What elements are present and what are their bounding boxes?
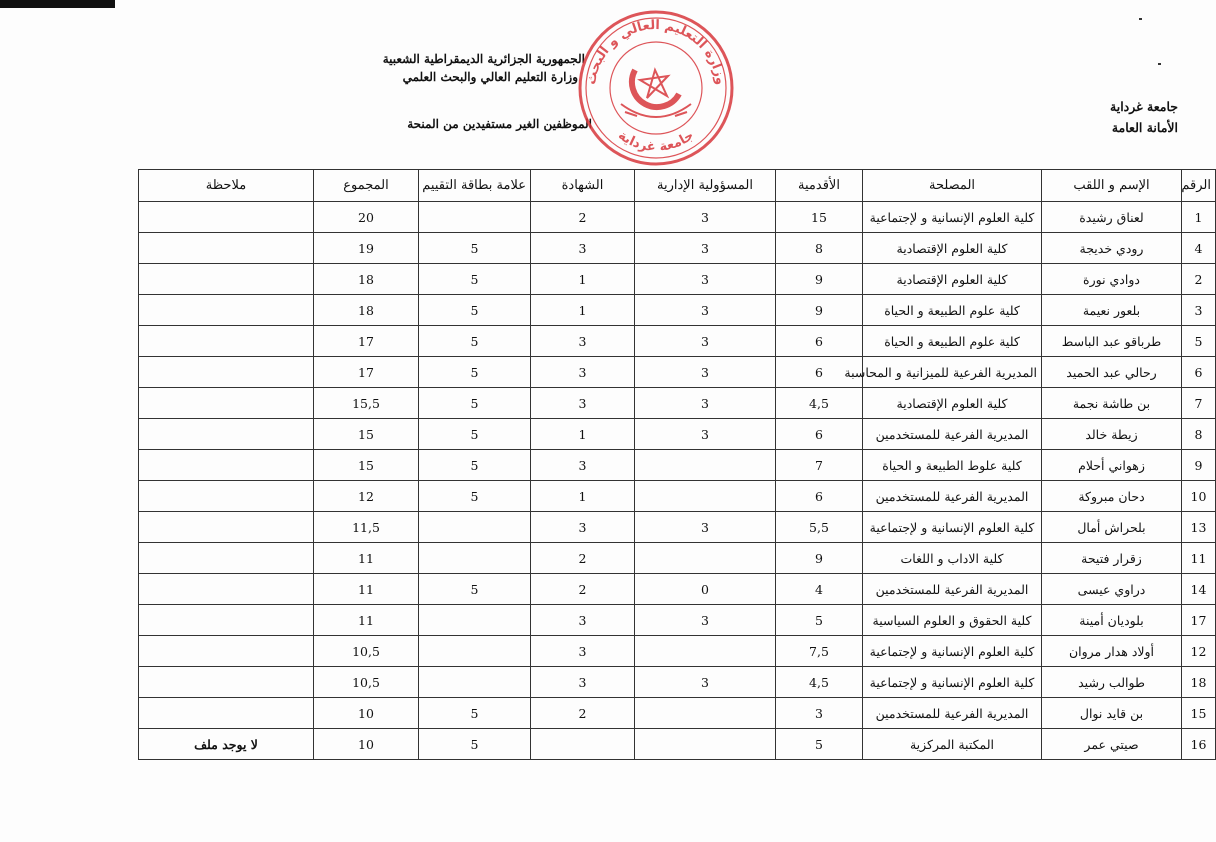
cell-admin-responsibility: [635, 543, 776, 574]
svg-text:جامعة غرداية: [615, 128, 697, 155]
table-row: [139, 667, 1216, 698]
cell-notes: [139, 295, 314, 326]
cell-number: 1: [1182, 202, 1216, 233]
cell-total: 11: [314, 543, 419, 574]
cell-admin-responsibility: 3: [635, 605, 776, 636]
cell-notes: [139, 605, 314, 636]
cell-notes: [139, 450, 314, 481]
cell-certificate: 3: [531, 450, 635, 481]
cell-seniority: 9: [776, 543, 863, 574]
cell-certificate: 2: [531, 202, 635, 233]
table-row: [139, 388, 1216, 419]
table-row: [139, 636, 1216, 667]
table-row: [139, 512, 1216, 543]
cell-evaluation-score: 5: [419, 698, 531, 729]
cell-notes: [139, 574, 314, 605]
secretariat-name: الأمانة العامة: [1111, 120, 1178, 135]
table-header-row: [139, 170, 1216, 202]
cell-department: المديرية الفرعية للمستخدمين: [863, 481, 1042, 512]
cell-full-name: زهواني أحلام: [1042, 450, 1182, 481]
table-row: [139, 357, 1216, 388]
table-row: [139, 419, 1216, 450]
cell-seniority: 6: [776, 419, 863, 450]
cell-total: 10: [314, 698, 419, 729]
cell-notes: [139, 233, 314, 264]
cell-evaluation-score: 5: [419, 295, 531, 326]
cell-notes: [139, 481, 314, 512]
cell-evaluation-score: [419, 605, 531, 636]
cell-department: كلية العلوم الإقتصادية: [863, 264, 1042, 295]
cell-certificate: 1: [531, 295, 635, 326]
cell-evaluation-score: [419, 543, 531, 574]
document-title: الموظفين الغير مستفيدين من المنحة: [407, 117, 592, 131]
scan-speck: [1158, 63, 1161, 65]
cell-certificate: 3: [531, 233, 635, 264]
cell-certificate: 2: [531, 574, 635, 605]
cell-seniority: 15: [776, 202, 863, 233]
cell-number: 8: [1182, 419, 1216, 450]
cell-notes: [139, 326, 314, 357]
seal-ring-bottom-text: جامعة غرداية: [615, 127, 697, 155]
cell-number: 12: [1182, 636, 1216, 667]
cell-full-name: دحان مبروكة: [1042, 481, 1182, 512]
cell-seniority: 3: [776, 698, 863, 729]
cell-department: كلية علوم الطبيعة و الحياة: [863, 295, 1042, 326]
header-seniority: الأقدمية: [776, 170, 863, 202]
cell-total: 18: [314, 264, 419, 295]
cell-evaluation-score: 5: [419, 574, 531, 605]
header-number: الرقم: [1182, 170, 1216, 202]
scan-corner-mark: [0, 0, 115, 8]
seal-ring-top-text: وزارة التعليم العالي و البحث: [584, 17, 728, 86]
cell-evaluation-score: 5: [419, 419, 531, 450]
cell-seniority: 6: [776, 326, 863, 357]
cell-full-name: رحالي عبد الحميد: [1042, 357, 1182, 388]
cell-total: 10: [314, 729, 419, 760]
cell-certificate: 3: [531, 605, 635, 636]
cell-full-name: بلعور نعيمة: [1042, 295, 1182, 326]
table-row: [139, 605, 1216, 636]
cell-department: كلية العلوم الإنسانية و لإجتماعية: [863, 202, 1042, 233]
cell-certificate: 3: [531, 667, 635, 698]
table-row: [139, 295, 1216, 326]
cell-number: 5: [1182, 326, 1216, 357]
cell-full-name: بلحراش أمال: [1042, 512, 1182, 543]
cell-admin-responsibility: 3: [635, 233, 776, 264]
cell-total: 20: [314, 202, 419, 233]
cell-total: 15,5: [314, 388, 419, 419]
cell-department: كلية الاداب و اللغات: [863, 543, 1042, 574]
cell-seniority: 9: [776, 295, 863, 326]
cell-certificate: 3: [531, 512, 635, 543]
cell-number: 10: [1182, 481, 1216, 512]
cell-certificate: 3: [531, 326, 635, 357]
cell-seniority: 9: [776, 264, 863, 295]
cell-admin-responsibility: 3: [635, 388, 776, 419]
cell-admin-responsibility: 3: [635, 667, 776, 698]
table-row: [139, 202, 1216, 233]
cell-number: 2: [1182, 264, 1216, 295]
cell-full-name: زيطة خالد: [1042, 419, 1182, 450]
cell-number: 9: [1182, 450, 1216, 481]
cell-certificate: 2: [531, 543, 635, 574]
cell-evaluation-score: 5: [419, 729, 531, 760]
table-row: [139, 574, 1216, 605]
cell-admin-responsibility: [635, 729, 776, 760]
cell-seniority: 8: [776, 233, 863, 264]
cell-admin-responsibility: 3: [635, 202, 776, 233]
cell-full-name: طوالب رشيد: [1042, 667, 1182, 698]
cell-full-name: طرباقو عبد الباسط: [1042, 326, 1182, 357]
cell-full-name: أولاد هدار مروان: [1042, 636, 1182, 667]
cell-total: 10,5: [314, 636, 419, 667]
cell-seniority: 5,5: [776, 512, 863, 543]
cell-admin-responsibility: [635, 481, 776, 512]
university-name: جامعة غرداية: [1110, 99, 1178, 114]
cell-seniority: 4,5: [776, 667, 863, 698]
cell-department: المكتبة المركزية: [863, 729, 1042, 760]
cell-notes: [139, 667, 314, 698]
cell-department: كلية العلوم الإقتصادية: [863, 233, 1042, 264]
table-row: [139, 450, 1216, 481]
cell-admin-responsibility: [635, 450, 776, 481]
cell-certificate: 1: [531, 481, 635, 512]
header-department: المصلحة: [863, 170, 1042, 202]
header-admin-responsibility: المسؤولية الإدارية: [635, 170, 776, 202]
cell-seniority: 4: [776, 574, 863, 605]
cell-full-name: لعناق رشيدة: [1042, 202, 1182, 233]
cell-full-name: دراوي عيسى: [1042, 574, 1182, 605]
cell-department: المديرية الفرعية للمستخدمين: [863, 419, 1042, 450]
cell-evaluation-score: 5: [419, 264, 531, 295]
cell-notes: [139, 419, 314, 450]
cell-number: 4: [1182, 233, 1216, 264]
cell-admin-responsibility: 3: [635, 357, 776, 388]
cell-evaluation-score: 5: [419, 233, 531, 264]
cell-admin-responsibility: 3: [635, 326, 776, 357]
cell-seniority: 4,5: [776, 388, 863, 419]
cell-evaluation-score: 5: [419, 450, 531, 481]
header-notes: ملاحظة: [139, 170, 314, 202]
cell-number: 16: [1182, 729, 1216, 760]
cell-evaluation-score: [419, 202, 531, 233]
cell-full-name: بن طاشة نجمة: [1042, 388, 1182, 419]
cell-notes: [139, 264, 314, 295]
cell-notes: [139, 636, 314, 667]
cell-admin-responsibility: 3: [635, 264, 776, 295]
cell-department: كلية العلوم الإقتصادية: [863, 388, 1042, 419]
cell-evaluation-score: 5: [419, 326, 531, 357]
ministry-heading: وزارة التعليم العالي والبحث العلمي: [402, 70, 578, 84]
table-row: [139, 543, 1216, 574]
cell-department: كلية علوط الطبيعة و الحياة: [863, 450, 1042, 481]
cell-evaluation-score: [419, 512, 531, 543]
cell-certificate: 3: [531, 388, 635, 419]
cell-notes: [139, 543, 314, 574]
cell-full-name: بن قايد نوال: [1042, 698, 1182, 729]
header-certificate: الشهادة: [531, 170, 635, 202]
cell-admin-responsibility: 3: [635, 512, 776, 543]
cell-notes: لا يوجد ملف: [139, 729, 314, 760]
cell-evaluation-score: [419, 636, 531, 667]
cell-total: 18: [314, 295, 419, 326]
cell-admin-responsibility: 3: [635, 419, 776, 450]
staff-table: [138, 169, 1216, 760]
cell-department: المديرية الفرعية للميزانية و المحاسبة: [863, 357, 1042, 388]
cell-admin-responsibility: [635, 636, 776, 667]
header-full-name: الإسم و اللقب: [1042, 170, 1182, 202]
cell-number: 3: [1182, 295, 1216, 326]
table-row: [139, 481, 1216, 512]
svg-text:وزارة التعليم العالي و البحث: [584, 18, 728, 86]
cell-evaluation-score: [419, 667, 531, 698]
cell-full-name: بلوديان أمينة: [1042, 605, 1182, 636]
cell-department: كلية الحقوق و العلوم السياسية: [863, 605, 1042, 636]
cell-number: 11: [1182, 543, 1216, 574]
table-row: [139, 326, 1216, 357]
cell-total: 11: [314, 574, 419, 605]
table-row: [139, 264, 1216, 295]
cell-department: المديرية الفرعية للمستخدمين: [863, 574, 1042, 605]
cell-certificate: 2: [531, 698, 635, 729]
cell-number: 7: [1182, 388, 1216, 419]
table-row: [139, 233, 1216, 264]
cell-full-name: صيتي عمر: [1042, 729, 1182, 760]
cell-department: كلية علوم الطبيعة و الحياة: [863, 326, 1042, 357]
cell-total: 15: [314, 419, 419, 450]
cell-number: 17: [1182, 605, 1216, 636]
cell-department: المديرية الفرعية للمستخدمين: [863, 698, 1042, 729]
cell-certificate: [531, 729, 635, 760]
cell-full-name: زقرار فتيحة: [1042, 543, 1182, 574]
cell-admin-responsibility: 3: [635, 295, 776, 326]
cell-total: 17: [314, 357, 419, 388]
cell-number: 14: [1182, 574, 1216, 605]
cell-notes: [139, 202, 314, 233]
cell-evaluation-score: 5: [419, 357, 531, 388]
cell-number: 15: [1182, 698, 1216, 729]
official-seal-stamp: [575, 8, 737, 168]
cell-total: 19: [314, 233, 419, 264]
cell-evaluation-score: 5: [419, 388, 531, 419]
cell-total: 11: [314, 605, 419, 636]
cell-full-name: دوادي نورة: [1042, 264, 1182, 295]
cell-seniority: 5: [776, 605, 863, 636]
cell-department: كلية العلوم الإنسانية و لإجتماعية: [863, 667, 1042, 698]
cell-notes: [139, 388, 314, 419]
cell-total: 12: [314, 481, 419, 512]
cell-seniority: 7,5: [776, 636, 863, 667]
cell-department: كلية العلوم الإنسانية و لإجتماعية: [863, 512, 1042, 543]
cell-certificate: 3: [531, 357, 635, 388]
cell-admin-responsibility: [635, 698, 776, 729]
cell-seniority: 7: [776, 450, 863, 481]
cell-evaluation-score: 5: [419, 481, 531, 512]
table-row: [139, 698, 1216, 729]
cell-seniority: 6: [776, 481, 863, 512]
cell-notes: [139, 512, 314, 543]
cell-certificate: 1: [531, 419, 635, 450]
cell-admin-responsibility: 0: [635, 574, 776, 605]
republic-heading: الجمهورية الجزائرية الديمقراطية الشعبية: [382, 52, 585, 66]
cell-total: 11,5: [314, 512, 419, 543]
cell-number: 18: [1182, 667, 1216, 698]
cell-certificate: 3: [531, 636, 635, 667]
cell-notes: [139, 357, 314, 388]
cell-department: كلية العلوم الإنسانية و لإجتماعية: [863, 636, 1042, 667]
cell-full-name: رودي خديجة: [1042, 233, 1182, 264]
cell-notes: [139, 698, 314, 729]
cell-number: 6: [1182, 357, 1216, 388]
cell-total: 10,5: [314, 667, 419, 698]
cell-number: 13: [1182, 512, 1216, 543]
scan-speck: [1139, 18, 1142, 20]
header-total: المجموع: [314, 170, 419, 202]
cell-total: 17: [314, 326, 419, 357]
cell-seniority: 5: [776, 729, 863, 760]
cell-certificate: 1: [531, 264, 635, 295]
table-row: [139, 729, 1216, 760]
header-evaluation-score: علامة بطاقة التقييم: [419, 170, 531, 202]
cell-total: 15: [314, 450, 419, 481]
cell-seniority: 6: [776, 357, 863, 388]
